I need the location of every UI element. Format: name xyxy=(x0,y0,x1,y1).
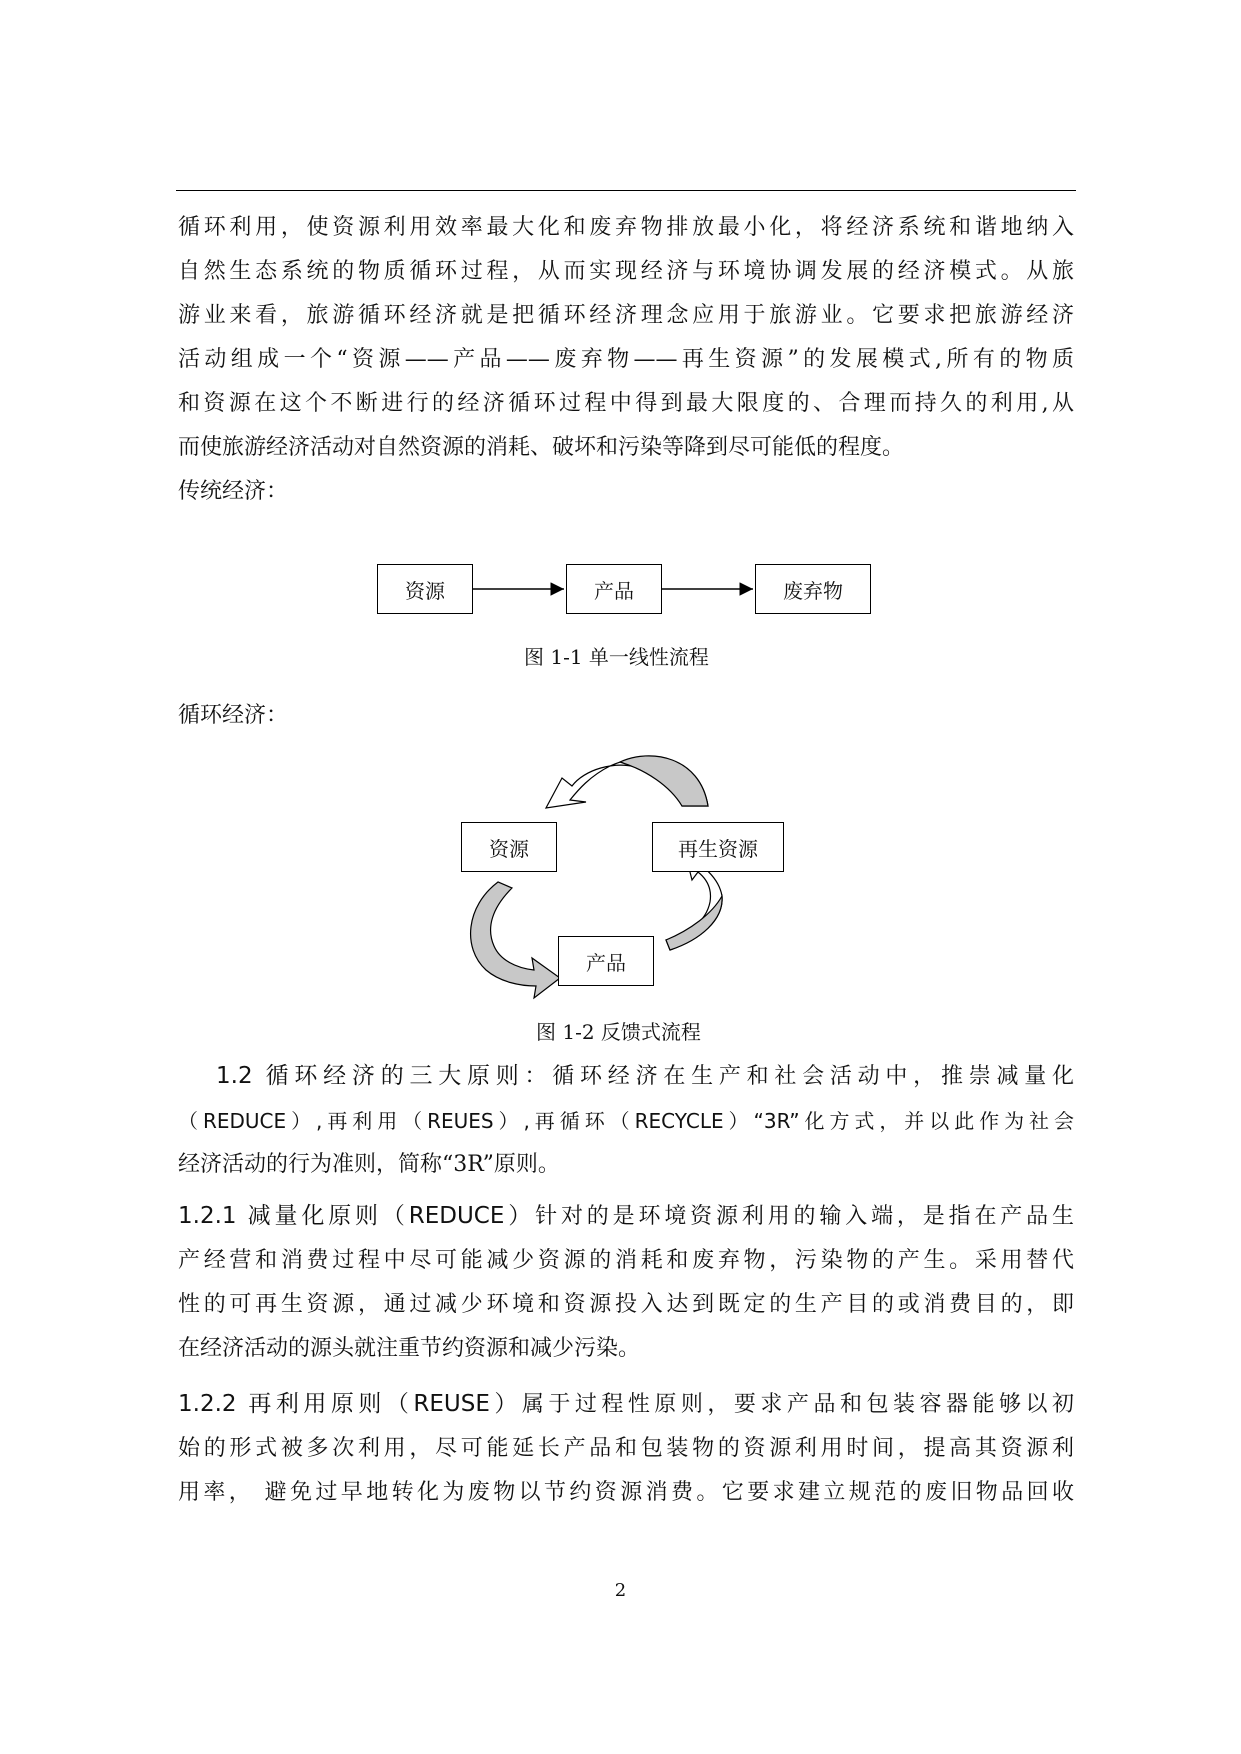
text-line: 自然生态系统的物质循环过程，从而实现经济与环境协调发展的经济模式。从旅 xyxy=(178,259,1074,284)
text-run: 针对的是环境资源利用的输入端，是指在产品生 xyxy=(535,1204,1074,1229)
fig1-box-resource: 资源 xyxy=(377,564,473,614)
section-1-2-1 xyxy=(178,1194,1074,1371)
fig2-box-resource: 资源 xyxy=(461,822,557,872)
text-run: ：循环经济在生产和社会活动中，推崇减量化 xyxy=(524,1064,1074,1089)
text-line: 和资源在这个不断进行的经济循环过程中得到最大限度的、合理而持久的利用,从 xyxy=(178,391,1074,416)
fig2-box-product: 产品 xyxy=(558,936,654,986)
text-line xyxy=(178,1382,1074,1427)
fig2-arrow-top xyxy=(546,756,708,808)
text-line: 在经济活动的源头就注重节约资源和减少污染。 xyxy=(178,1336,641,1361)
text-line: 经济活动的行为准则，简称“3R”原则。 xyxy=(178,1152,560,1177)
circular-economy-label: 循环经济： xyxy=(178,703,289,728)
fig1-box-product: 产品 xyxy=(566,564,662,614)
figure1-caption: 图 1-1 单一线性流程 xyxy=(524,645,709,669)
text-line: 而使旅游经济活动对自然资源的消耗、破坏和污染等降到尽可能低的程度。 xyxy=(178,435,905,460)
text-line: 活动组成一个“资源——产品——废弃物——再生资源”的发展模式,所有的物质 xyxy=(178,347,1074,372)
fig2-box-recycled-resource: 再生资源 xyxy=(652,822,784,872)
text-line: 游业来看，旅游循环经济就是把循环经济理念应用于旅游业。它要求把旅游经济 xyxy=(178,303,1074,328)
traditional-economy-label: 传统经济： xyxy=(178,479,289,504)
section-1-2-2-heading: 1.2.2 再利用原则（REUSE） xyxy=(178,1391,522,1417)
fig1-box-waste: 废弃物 xyxy=(755,564,871,614)
fig2-arrow-left xyxy=(471,882,560,998)
section-1-2-heading: 1.2 循环经济的三大原则 xyxy=(216,1063,525,1089)
section-1-2-2 xyxy=(178,1382,1074,1515)
text-line: 用率， 避免过早地转化为废物以节约资源消费。它要求建立规范的废旧物品回收 xyxy=(178,1480,1074,1505)
text-line: 始的形式被多次利用，尽可能延长产品和包装物的资源利用时间，提高其资源利 xyxy=(178,1436,1074,1461)
text-line xyxy=(178,1194,1074,1239)
text-run: 属于过程性原则，要求产品和包装容器能够以初 xyxy=(521,1392,1074,1417)
text-line: 循环利用，使资源利用效率最大化和废弃物排放最小化，将经济系统和谐地纳入 xyxy=(178,215,1074,240)
text-line: （REDUCE）,再利用（REUES）,再循环（RECYCLE）“3R”化方式，并以此作为社会 xyxy=(178,1109,1074,1133)
text-line: 产经营和消费过程中尽可能减少资源的消耗和废弃物，污染物的产生。采用替代 xyxy=(178,1248,1074,1273)
section-1-2-1-heading: 1.2.1 减量化原则（REDUCE） xyxy=(178,1203,536,1229)
section-1-2 xyxy=(178,1054,1074,1187)
page-number: 2 xyxy=(614,1580,627,1601)
text-line xyxy=(178,1054,1074,1099)
figure2-caption: 图 1-2 反馈式流程 xyxy=(536,1020,701,1044)
text-line: 性的可再生资源，通过减少环境和资源投入达到既定的生产目的或消费目的，即 xyxy=(178,1292,1074,1317)
